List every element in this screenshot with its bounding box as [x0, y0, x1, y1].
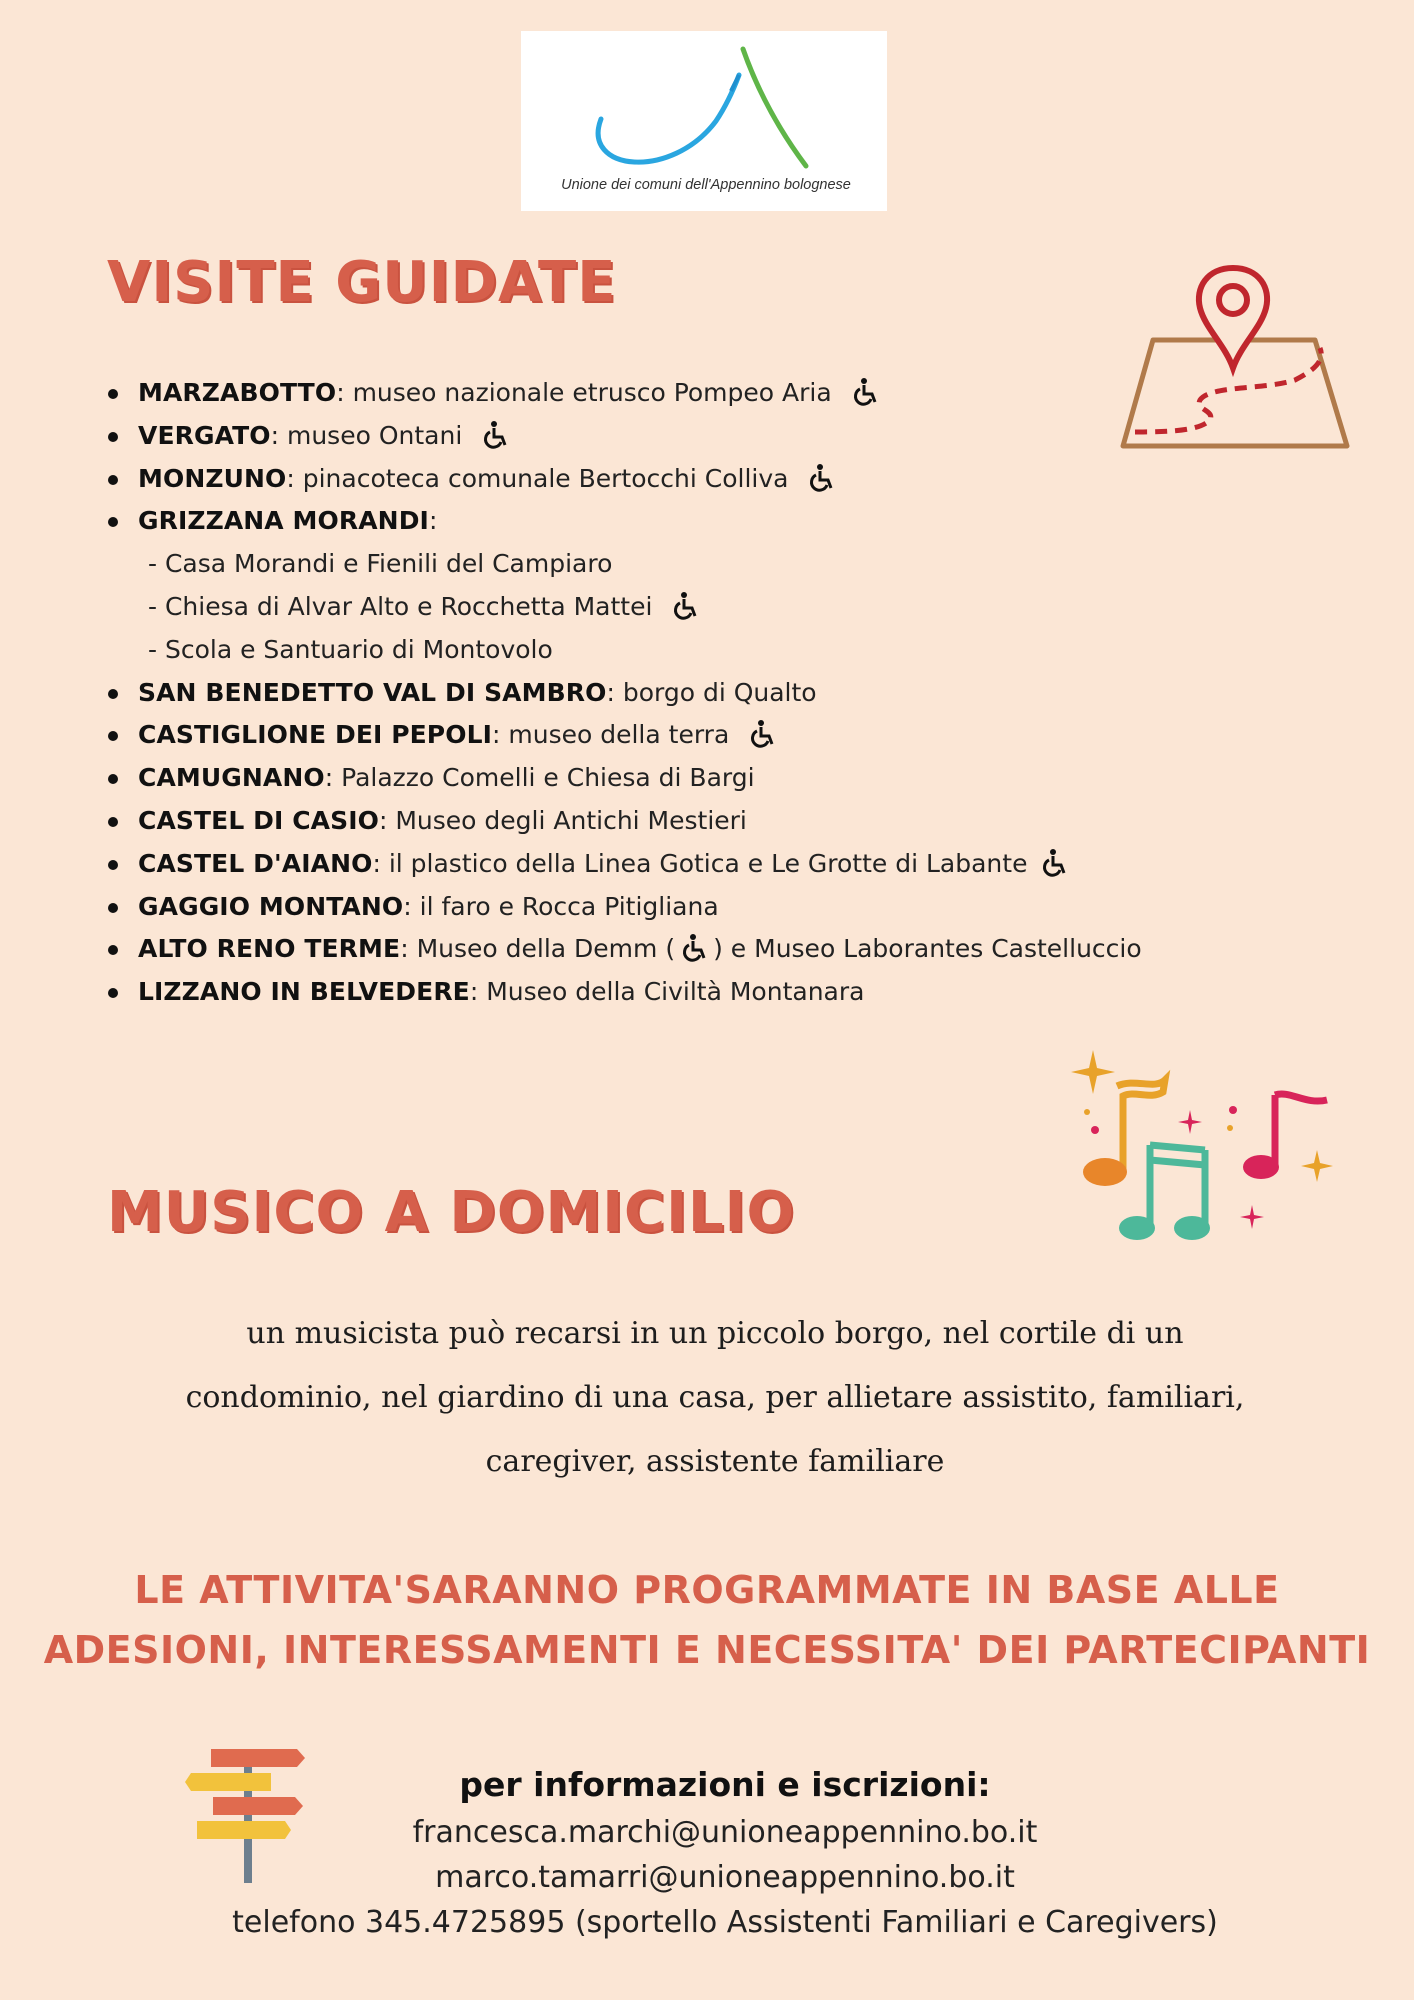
visit-desc: : Museo della Civiltà Montanara	[469, 977, 865, 1007]
list-item	[104, 886, 1254, 929]
wheelchair-icon	[850, 377, 880, 407]
sub-list-item	[104, 629, 1254, 672]
visit-desc: : Palazzo Comelli e Chiesa di Bargi	[324, 763, 755, 793]
logo-text: Unione dei comuni dell'Appennino bolognese	[561, 177, 851, 193]
contact-block	[200, 1760, 1250, 1945]
visit-desc: : il faro e Rocca Pitigliana	[403, 891, 719, 921]
sub-list-item	[104, 543, 1254, 586]
notice-line-1: LE ATTIVITA'SARANNO PROGRAMMATE IN BASE ALLE	[134, 1568, 1280, 1612]
list-item	[104, 500, 1254, 543]
list-item	[104, 928, 1254, 971]
wheelchair-icon	[806, 463, 836, 493]
list-item	[104, 714, 1254, 757]
list-item	[104, 372, 1254, 415]
sub-item-text: - Chiesa di Alvar Alto e Rocchetta Mattei	[148, 591, 653, 621]
town-name: CASTEL DI CASIO	[138, 805, 379, 835]
email-link-1[interactable]: francesca.marchi@unioneappennino.bo.it	[412, 1815, 1038, 1850]
sub-item-text: - Casa Morandi e Fienili del Campiaro	[148, 549, 613, 579]
list-item	[104, 415, 1254, 458]
music-notes-icon	[1065, 1050, 1340, 1250]
town-name: ALTO RENO TERME	[138, 934, 401, 964]
logo-mark-icon	[521, 31, 887, 181]
sub-list-item	[104, 586, 1254, 629]
town-name: MONZUNO	[138, 463, 287, 493]
union-logo	[521, 31, 887, 211]
wheelchair-icon	[670, 591, 700, 621]
section-title-visite: VISITE GUIDATE	[107, 250, 617, 315]
wheelchair-icon	[480, 420, 510, 450]
visit-desc: : museo Ontani	[270, 420, 463, 450]
visit-desc: : Museo degli Antichi Mestieri	[378, 805, 747, 835]
visits-list	[104, 372, 1254, 1014]
town-name: GRIZZANA MORANDI	[138, 506, 429, 536]
visit-desc: : Museo della Demm (	[400, 934, 676, 964]
town-name: GAGGIO MONTANO	[138, 891, 404, 921]
phone-text: telefono 345.4725895 (sportello Assistenti Familiari e Caregivers)	[232, 1905, 1218, 1940]
list-item	[104, 458, 1254, 501]
visit-desc: ) e Museo Laborantes Castelluccio	[713, 934, 1142, 964]
town-name: SAN BENEDETTO VAL DI SAMBRO	[138, 677, 607, 707]
town-name: VERGATO	[138, 420, 271, 450]
visit-desc: :	[428, 506, 438, 536]
visit-desc: : il plastico della Linea Gotica e Le Grotte di Labante	[372, 848, 1028, 878]
visit-desc: : borgo di Qualto	[606, 677, 817, 707]
section-title-musico: MUSICO A DOMICILIO	[107, 1180, 796, 1245]
town-name: MARZABOTTO	[138, 378, 337, 407]
contact-heading: per informazioni e iscrizioni:	[459, 1765, 991, 1804]
town-name: CAMUGNANO	[138, 763, 325, 793]
list-item	[104, 800, 1254, 843]
wheelchair-icon	[679, 933, 709, 963]
list-item	[104, 971, 1254, 1014]
town-name: CASTIGLIONE DEI PEPOLI	[138, 720, 493, 750]
list-item	[104, 843, 1254, 886]
notice-text	[40, 1560, 1374, 1680]
visit-desc: : pinacoteca comunale Bertocchi Colliva	[286, 463, 789, 493]
town-name: LIZZANO IN BELVEDERE	[138, 977, 470, 1007]
list-item	[104, 757, 1254, 800]
notice-line-2: ADESIONI, INTERESSAMENTI E NECESSITA' DEI PARTECIPANTI	[43, 1628, 1371, 1672]
sub-item-text: - Scola e Santuario di Montovolo	[148, 634, 553, 664]
wheelchair-icon	[747, 719, 777, 749]
visit-desc: : museo della terra	[492, 720, 730, 750]
town-name: CASTEL D'AIANO	[138, 848, 373, 878]
visit-desc: : museo nazionale etrusco Pompeo Aria	[336, 378, 832, 407]
wheelchair-icon	[1039, 848, 1069, 878]
musico-description: un musicista può recarsi in un piccolo borgo, nel cortile di un condominio, nel giardino di una casa, per allietare assistito, familiari, caregiver, assistente familiare	[185, 1316, 1245, 1479]
email-link-2[interactable]: marco.tamarri@unioneappennino.bo.it	[435, 1860, 1015, 1895]
list-item	[104, 672, 1254, 715]
